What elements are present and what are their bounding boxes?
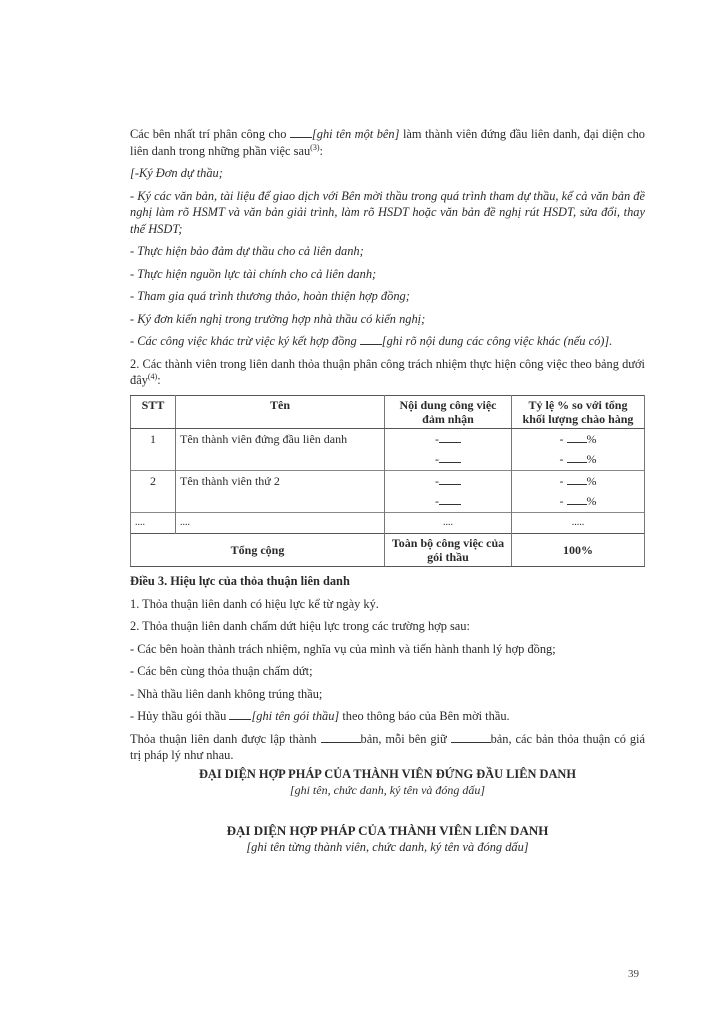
cell-content — [385, 470, 512, 491]
duty-item: - Thực hiện nguồn lực tài chính cho cả liên danh; — [130, 266, 377, 281]
intro-placeholder: [ghi tên một bên] — [311, 127, 400, 141]
cell-content — [385, 449, 512, 470]
copies-text: Thỏa thuận liên danh được lập thành — [130, 731, 317, 746]
member-signature-title: ĐẠI DIỆN HỢP PHÁP CỦA THÀNH VIÊN LIÊN DANH — [226, 822, 549, 838]
document-body — [130, 126, 645, 856]
copies-text-mid: bản, mỗi bên giữ — [360, 731, 447, 746]
footnote-ref: (4) — [147, 371, 158, 381]
blank-field — [439, 431, 461, 443]
dash: - — [559, 494, 564, 508]
blank-field — [360, 333, 382, 345]
header-name: Tên — [176, 395, 385, 428]
cell-stt — [131, 491, 176, 512]
table-row — [131, 428, 645, 449]
article-3-copies — [130, 731, 645, 764]
cell-stt: 2 — [131, 470, 176, 491]
cell-ratio — [512, 470, 645, 491]
cell-name: .... — [176, 512, 385, 534]
dash: - — [559, 431, 564, 446]
page-number: 39 — [628, 968, 639, 980]
intro-paragraph — [130, 126, 645, 159]
table-row — [131, 470, 645, 491]
intro-text: Các bên nhất trí phân công cho — [130, 127, 287, 141]
dash: - — [435, 452, 439, 466]
blank-field — [321, 731, 361, 743]
cell-ratio — [512, 491, 645, 512]
duty-item: - Tham gia quá trình thương thảo, hoàn thiện hợp đồng; — [130, 289, 410, 303]
cell-name — [176, 491, 385, 512]
blank-field — [567, 451, 587, 463]
cell-name: Tên thành viên thứ 2 — [176, 470, 385, 491]
copies-text-end: bản, các bản thỏa thuận có giá trị pháp lý như nhau. — [130, 731, 645, 762]
dash: - — [435, 494, 439, 508]
cancel-text-cont: theo thông báo của Bên mời thầu. — [342, 709, 510, 723]
header-stt: STT — [131, 395, 176, 428]
table-total-row — [131, 534, 645, 567]
cell-name: Tên thành viên đứng đầu liên danh — [176, 428, 385, 449]
blank-field — [567, 473, 587, 485]
blank-field — [567, 493, 587, 505]
punct: : — [319, 143, 323, 158]
assignment-table — [130, 395, 645, 568]
blank-field — [451, 731, 491, 743]
dash: - — [435, 431, 439, 446]
article-3-item: - Các bên cùng thỏa thuận chấm dứt; — [130, 664, 313, 678]
member-signature-note: [ghi tên từng thành viên, chức danh, ký tên và đóng dấu] — [246, 840, 529, 854]
section-2-paragraph — [130, 356, 645, 389]
table-row-ellipsis — [131, 512, 645, 534]
duty-item: [-Ký Đơn dự thầu; — [130, 166, 223, 180]
spacer — [130, 799, 645, 823]
cell-content — [385, 428, 512, 449]
cancel-placeholder: [ghi tên gói thầu] — [251, 709, 340, 723]
article-3-item: 2. Thỏa thuận liên danh chấm dứt hiệu lực trong các trường hợp sau: — [130, 619, 470, 633]
blank-field — [290, 126, 312, 138]
blank-field — [229, 708, 251, 720]
article-3-item: 1. Thỏa thuận liên danh có hiệu lực kể từ ngày ký. — [130, 596, 379, 611]
blank-field — [567, 431, 587, 443]
table-header-row — [131, 395, 645, 428]
dash: - — [435, 473, 439, 488]
percent-sign: % — [586, 494, 597, 508]
percent-sign: % — [586, 431, 597, 446]
cell-stt — [131, 449, 176, 470]
lead-signature-note: [ghi tên, chức danh, ký tên và đóng dấu] — [289, 783, 486, 797]
blank-field — [439, 451, 461, 463]
table-row — [131, 449, 645, 470]
cancel-text: - Hủy thầu gói thầu — [130, 709, 227, 723]
cell-stt: 1 — [131, 428, 176, 449]
duty-item: - Ký đơn kiến nghị trong trường hợp nhà thầu có kiến nghị; — [130, 311, 426, 326]
blank-field — [439, 493, 461, 505]
dash: - — [559, 473, 564, 488]
article-3-heading: Điều 3. Hiệu lực của thỏa thuận liên danh — [130, 574, 350, 588]
article-3-item: - Các bên hoàn thành trách nhiệm, nghĩa vụ của mình và tiến hành thanh lý hợp đồng; — [130, 641, 556, 656]
cell-ratio: ..... — [512, 512, 645, 534]
duty-item: - Thực hiện bảo đảm dự thầu cho cả liên danh; — [130, 244, 364, 258]
lead-signature-title: ĐẠI DIỆN HỢP PHÁP CỦA THÀNH VIÊN ĐỨNG ĐẦU LIÊN DANH — [198, 766, 577, 781]
header-ratio: Tỷ lệ % so với tổng khối lượng chào hàng — [512, 395, 645, 428]
total-label: Tổng cộng — [131, 534, 385, 567]
blank-field — [439, 473, 461, 485]
cell-ratio — [512, 428, 645, 449]
cell-name — [176, 449, 385, 470]
duty-placeholder: [ghi rõ nội dung các công việc khác (nếu có)]. — [381, 334, 613, 348]
section-2-text: 2. Các thành viên trong liên danh thỏa thuận phân công trách nhiệm thực hiện công việc theo bảng dưới đây — [130, 356, 645, 387]
duty-item: - Ký các văn bản, tài liệu để giao dịch với Bên mời thầu trong quá trình tham dự thầu, kể cả văn bản đề nghị làm rõ HSMT và văn bản giải trình, làm rõ HSDT hoặc văn bản đề nghị rút HSDT, sửa đổi, thay thế HSDT; — [130, 188, 645, 236]
percent-sign: % — [586, 452, 597, 466]
article-3-cancel — [130, 708, 645, 725]
cell-content: .... — [385, 512, 512, 534]
total-content: Toàn bộ công việc của gói thầu — [385, 534, 512, 567]
dash: - — [559, 452, 564, 466]
percent-sign: % — [586, 473, 597, 488]
duty-item-last — [130, 333, 645, 350]
punct: : — [157, 373, 161, 387]
total-ratio: 100% — [512, 534, 645, 567]
footnote-ref: (3) — [310, 142, 320, 152]
article-3-item: - Nhà thầu liên danh không trúng thầu; — [130, 686, 323, 701]
header-content: Nội dung công việc đảm nhận — [385, 395, 512, 428]
cell-ratio — [512, 449, 645, 470]
intro-text-cont: làm thành viên đứng đầu liên danh, đại diện cho liên danh trong những phần việc sau — [130, 127, 645, 158]
cell-stt: .... — [131, 512, 176, 534]
duty-text: - Các công việc khác trừ việc ký kết hợp đồng — [130, 334, 357, 348]
cell-content — [385, 491, 512, 512]
table-row — [131, 491, 645, 512]
